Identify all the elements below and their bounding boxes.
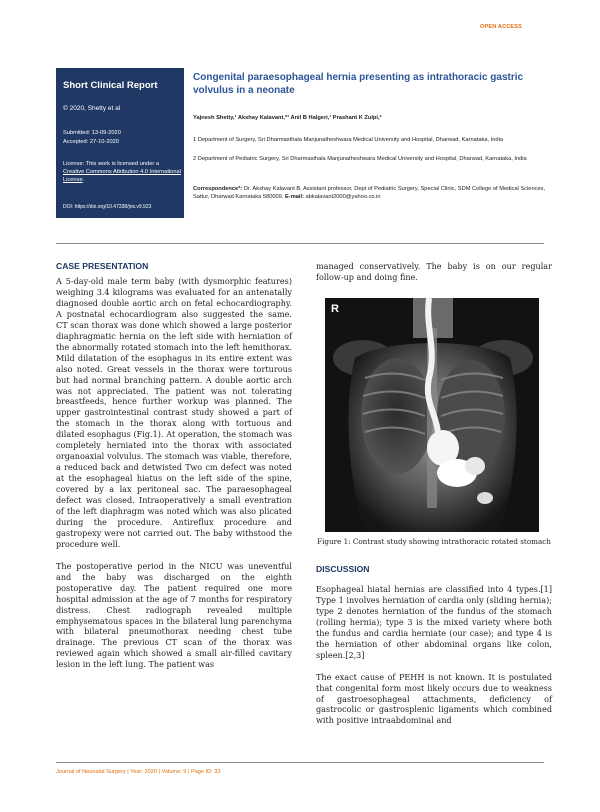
copyright: © 2020, Shetty et al bbox=[63, 105, 121, 112]
discussion-paragraph-1: Esophageal hiatal hernias are classified into 4 types.[1] Type 1 involves herniation of cardia only (sliding hernia); type 2 denotes herniation of the fundus of the stomach (rolling hernia); type 3 is the mixed variety where both the fundus and cardia herniate (our case); and type 4 is the herniation of other abdominal organs like colon, spleen.[2,3] bbox=[316, 584, 552, 660]
header-divider bbox=[56, 243, 544, 244]
article-title: Congenital paraesophageal hernia presenting as intrathoracic gastric volvulus in a neonate bbox=[193, 72, 524, 96]
license-suffix: . bbox=[82, 177, 85, 184]
email-label: E-mail: bbox=[285, 194, 304, 201]
case-continuation: managed conservatively. The baby is on our regular follow-up and doing fine. bbox=[316, 261, 552, 282]
right-column-bottom bbox=[316, 564, 552, 737]
case-paragraph-1: A 5-day-old male term baby (with dysmorphic features) weighing 3.4 kilograms was evaluated for an antenatally diagnosed double aortic arch on fetal echocardiography. A postnatal echocardiogram also suggested the same. CT scan thorax was done which showed a large posterior diaphragmatic hernia on the left side with herniation of the abnormally rotated stomach into the left hemithorax. Mild dilatation of the esophagus in its entire extent was also noted. Great vessels in the thorax were torturous but had normal branching pattern. A double aortic arch was not appreciated. The patient was not tolerating breastfeeds, hence further workup was planned. The upper gastrointestinal contrast study showed a part of the stomach in the thorax along with tortuous and dilated esophagus (Fig.1). At operation, the stomach was completely herniated into the thorax with associated organoaxial volvulus. The stomach was viable, therefore, a reduced back and detwisted Two cm defect was noted at the esophageal hiatus on the left side of the spine, covered by a lax peritoneal sac. The paraesophageal defect was closed. Intraoperatively a small eventration of the left diaphragm was noted which was also plicated during the procedure. Antireflux procedure and gastropexy were not carried out. The baby withstood the procedure well. bbox=[56, 276, 292, 549]
license-prefix: License: This work is licensed under a bbox=[63, 161, 159, 167]
discussion-paragraph-2: The exact cause of PEHH is not known. It is postulated that congenital form most likely occurs due to weakness of gastroesophageal attachments, deficiency of gastrocolic or gastrosplenic ligaments which combined with positive intraabdominal and bbox=[316, 671, 552, 726]
radiograph-side-marker: R bbox=[331, 303, 339, 315]
xray-image bbox=[325, 298, 539, 532]
email-address[interactable]: abkalavant2000@yahoo.co.in bbox=[303, 194, 381, 201]
license-link[interactable]: Creative Commons Attribution 4.0 International License bbox=[63, 169, 181, 184]
left-column bbox=[56, 261, 292, 681]
case-presentation-heading: CASE PRESENTATION bbox=[56, 261, 149, 271]
contrast-xray-figure bbox=[325, 298, 539, 532]
discussion-heading: DISCUSSION bbox=[316, 564, 370, 574]
affiliation-1: 1 Department of Surgery, Sri Dharmasthala Manjunatheshwara Medical University and Hospital, Dharwad, Karnataka, India bbox=[193, 137, 504, 143]
open-access-label: OPEN ACCESS bbox=[480, 24, 523, 30]
affiliation-2: 2 Department of Pediatric Surgery, Sri Dharmasthala Manjunatheshwara Medical University and Hospital, Dharwad, Karnataka, India bbox=[193, 156, 527, 162]
right-column-top bbox=[316, 261, 552, 294]
correspondence bbox=[193, 185, 563, 202]
correspondence-text: Dr. Akshay Kalavant B, Assistant professor, Dept of Pediatric Surgery, Special Clinic, SDM College of Medical Sciences, Sattur, Dharwad Karnataka 580009, bbox=[193, 186, 546, 201]
case-paragraph-2: The postoperative period in the NICU was uneventful and the baby was discharged on the eighth postoperative day. The patient required one more hospital admission at the age of 7 months for respiratory distress. Chest radiograph revealed multiple emphysematous spaces in the bilateral lung parenchyma with bilateral pneumothorax needing chest tube drainage. The previous CT scan of the thorax was reviewed again which showed a small air-filled cavitary lesion in the left lung. The patient was bbox=[56, 560, 292, 670]
submitted-date: Submitted: 13-09-2020 bbox=[63, 130, 121, 136]
article-type: Short Clinical Report bbox=[63, 80, 158, 91]
doi-link[interactable]: DOI: https://doi.org/10.47338/jns.v9.923 bbox=[63, 204, 152, 210]
accepted-date: Accepted: 27-10-2020 bbox=[63, 139, 119, 145]
correspondence-label: Correspondence*: bbox=[193, 186, 243, 192]
footer-divider bbox=[56, 762, 544, 763]
open-access-badge bbox=[480, 24, 522, 30]
journal-footer: Journal of Neonatal Surgery | Year: 2020 | Volume: 9 | Page ID: 33 bbox=[56, 769, 221, 775]
figure-caption: Figure 1: Contrast study showing intrathoracic rotated stomach bbox=[317, 537, 551, 546]
article-info-sidebar bbox=[56, 68, 184, 218]
license-text bbox=[63, 160, 181, 185]
author-list: Yajnesh Shetty,¹ Akshay Kalavant,*¹ Anil B Halgeri,¹ Prashant K Zulpi,² bbox=[193, 115, 382, 121]
